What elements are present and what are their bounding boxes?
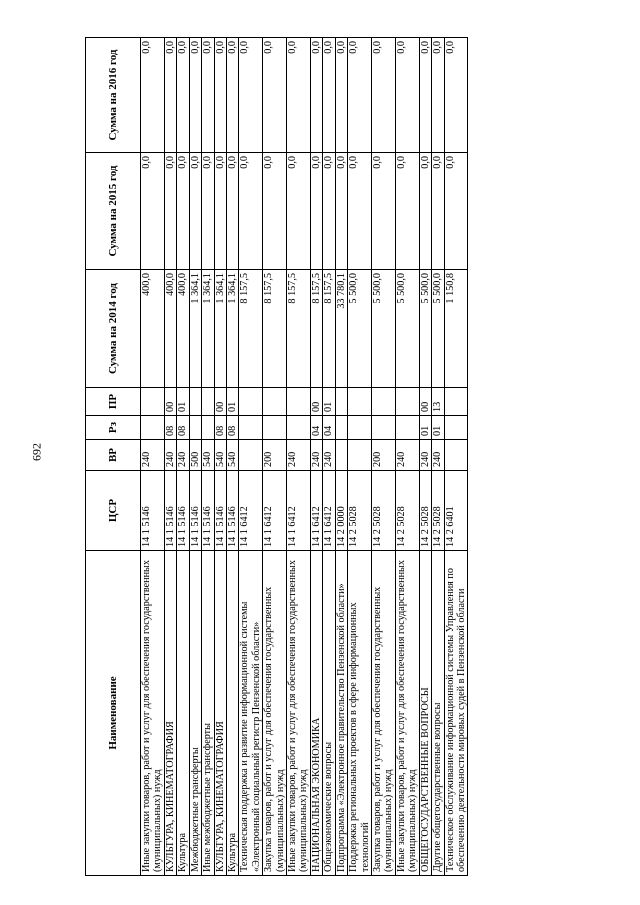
cell-rz: 08 (226, 416, 238, 440)
cell-vr (239, 440, 263, 471)
table-row (164, 38, 176, 876)
table-row (202, 38, 214, 876)
table-row (214, 38, 226, 876)
cell-vr: 240 (395, 440, 419, 471)
cell-pr (348, 388, 372, 416)
cell-sum-2016: 0,0 (226, 38, 238, 153)
cell-sum-2016: 0,0 (214, 38, 226, 153)
header-csr: ЦСР (86, 471, 141, 551)
cell-sum-2015: 0,0 (287, 153, 311, 270)
cell-csr: 14 2 5028 (395, 471, 419, 551)
cell-csr: 14 2 5028 (432, 471, 444, 551)
cell-rz (287, 416, 311, 440)
cell-sum-2014: 1 364,1 (189, 270, 201, 388)
cell-name: Закупка товаров, работ и услуг для обеспечения государственных (муниципальных) нужд (372, 551, 396, 876)
cell-rz (141, 416, 165, 440)
cell-sum-2015: 0,0 (372, 153, 396, 270)
cell-csr: 14 1 6412 (310, 471, 322, 551)
cell-pr (287, 388, 311, 416)
table-row (226, 38, 238, 876)
rotated-page-content (85, 38, 551, 876)
header-name: Наименование (86, 551, 141, 876)
cell-sum-2014: 5 500,0 (372, 270, 396, 388)
cell-pr: 00 (164, 388, 176, 416)
cell-pr: 00 (214, 388, 226, 416)
cell-rz (395, 416, 419, 440)
cell-sum-2014: 400,0 (177, 270, 189, 388)
table-row (335, 38, 347, 876)
cell-pr (141, 388, 165, 416)
cell-pr (263, 388, 287, 416)
cell-sum-2015: 0,0 (335, 153, 347, 270)
cell-sum-2016: 0,0 (323, 38, 335, 153)
cell-sum-2016: 0,0 (335, 38, 347, 153)
cell-rz: 04 (310, 416, 322, 440)
cell-sum-2014: 8 157,5 (239, 270, 263, 388)
cell-csr: 14 1 5146 (177, 471, 189, 551)
cell-csr: 14 1 6412 (287, 471, 311, 551)
cell-pr (202, 388, 214, 416)
cell-sum-2015: 0,0 (444, 153, 468, 270)
table-row (372, 38, 396, 876)
cell-sum-2014: 1 150,8 (444, 270, 468, 388)
cell-sum-2015: 0,0 (202, 153, 214, 270)
cell-sum-2014: 5 500,0 (432, 270, 444, 388)
cell-vr: 240 (177, 440, 189, 471)
cell-vr (444, 440, 468, 471)
cell-sum-2014: 8 157,5 (323, 270, 335, 388)
cell-csr: 14 2 6401 (444, 471, 468, 551)
table-row (419, 38, 431, 876)
cell-csr: 14 2 5028 (348, 471, 372, 551)
cell-pr: 01 (177, 388, 189, 416)
cell-pr: 00 (419, 388, 431, 416)
cell-pr: 00 (310, 388, 322, 416)
cell-sum-2016: 0,0 (310, 38, 322, 153)
cell-vr: 200 (372, 440, 396, 471)
cell-rz: 01 (419, 416, 431, 440)
cell-name: Иные межбюджетные трансферты (202, 551, 214, 876)
cell-csr: 14 2 5028 (419, 471, 431, 551)
cell-pr (189, 388, 201, 416)
cell-rz (372, 416, 396, 440)
cell-csr: 14 1 5146 (189, 471, 201, 551)
cell-sum-2014: 1 364,1 (226, 270, 238, 388)
cell-sum-2016: 0,0 (202, 38, 214, 153)
cell-sum-2016: 0,0 (372, 38, 396, 153)
cell-rz: 04 (323, 416, 335, 440)
cell-rz (239, 416, 263, 440)
cell-pr (444, 388, 468, 416)
cell-csr: 14 1 6412 (239, 471, 263, 551)
cell-name: Культура (226, 551, 238, 876)
cell-sum-2016: 0,0 (395, 38, 419, 153)
cell-vr: 240 (323, 440, 335, 471)
cell-sum-2014: 33 780,1 (335, 270, 347, 388)
table-row (239, 38, 263, 876)
cell-pr (395, 388, 419, 416)
cell-sum-2014: 5 500,0 (419, 270, 431, 388)
cell-pr: 01 (323, 388, 335, 416)
cell-sum-2016: 0,0 (239, 38, 263, 153)
page-number: 692 (29, 443, 44, 461)
cell-name: Иные закупки товаров, работ и услуг для обеспечения государственных (муниципальных) нужд (141, 551, 165, 876)
cell-vr: 240 (141, 440, 165, 471)
cell-sum-2014: 400,0 (141, 270, 165, 388)
cell-sum-2015: 0,0 (189, 153, 201, 270)
cell-vr (348, 440, 372, 471)
cell-rz: 08 (164, 416, 176, 440)
cell-sum-2015: 0,0 (263, 153, 287, 270)
cell-csr: 14 1 5146 (202, 471, 214, 551)
cell-vr: 240 (287, 440, 311, 471)
cell-name: Иные закупки товаров, работ и услуг для обеспечения государственных (муниципальных) нужд (287, 551, 311, 876)
cell-name: Техническое обслуживание информационной системы Управления по обеспечению деятельности мировых судей в Пензенской области (444, 551, 468, 876)
cell-rz (444, 416, 468, 440)
table-row (263, 38, 287, 876)
cell-sum-2015: 0,0 (310, 153, 322, 270)
cell-name: Другие общегосударственные вопросы (432, 551, 444, 876)
cell-sum-2014: 5 500,0 (395, 270, 419, 388)
cell-rz (348, 416, 372, 440)
cell-vr: 200 (263, 440, 287, 471)
cell-rz (263, 416, 287, 440)
cell-name: Закупка товаров, работ и услуг для обеспечения государственных (муниципальных) нужд (263, 551, 287, 876)
cell-sum-2015: 0,0 (395, 153, 419, 270)
cell-sum-2015: 0,0 (177, 153, 189, 270)
header-vr: ВР (86, 440, 141, 471)
cell-name: ОБЩЕГОСУДАРСТВЕННЫЕ ВОПРОСЫ (419, 551, 431, 876)
cell-sum-2016: 0,0 (263, 38, 287, 153)
table-row (177, 38, 189, 876)
cell-csr: 14 2 5028 (372, 471, 396, 551)
cell-vr: 540 (214, 440, 226, 471)
cell-sum-2016: 0,0 (348, 38, 372, 153)
cell-name: Культура (177, 551, 189, 876)
cell-csr: 14 1 6412 (323, 471, 335, 551)
cell-pr (239, 388, 263, 416)
cell-sum-2015: 0,0 (239, 153, 263, 270)
cell-csr: 14 1 5146 (164, 471, 176, 551)
cell-sum-2016: 0,0 (164, 38, 176, 153)
cell-sum-2016: 0,0 (189, 38, 201, 153)
budget-table (85, 37, 468, 876)
cell-csr: 14 1 5146 (226, 471, 238, 551)
cell-vr: 240 (164, 440, 176, 471)
cell-sum-2015: 0,0 (419, 153, 431, 270)
table-row (141, 38, 165, 876)
header-sum-2014: Сумма на 2014 год (86, 270, 141, 388)
cell-vr: 240 (419, 440, 431, 471)
table-row (432, 38, 444, 876)
cell-sum-2015: 0,0 (323, 153, 335, 270)
cell-rz (189, 416, 201, 440)
cell-rz: 08 (177, 416, 189, 440)
cell-sum-2015: 0,0 (348, 153, 372, 270)
cell-name: Подпрограмма «Электронное правительство Пензенской области» (335, 551, 347, 876)
cell-sum-2014: 5 500,0 (348, 270, 372, 388)
table-row (323, 38, 335, 876)
cell-vr: 540 (202, 440, 214, 471)
cell-pr (335, 388, 347, 416)
table-row (287, 38, 311, 876)
cell-rz: 08 (214, 416, 226, 440)
cell-pr: 13 (432, 388, 444, 416)
table-row (310, 38, 322, 876)
cell-sum-2016: 0,0 (444, 38, 468, 153)
table-row (395, 38, 419, 876)
header-pr: ПР (86, 388, 141, 416)
cell-csr: 14 2 0000 (335, 471, 347, 551)
cell-rz (202, 416, 214, 440)
cell-rz (335, 416, 347, 440)
cell-vr: 540 (226, 440, 238, 471)
cell-sum-2015: 0,0 (226, 153, 238, 270)
cell-sum-2015: 0,0 (214, 153, 226, 270)
header-rz: Рз (86, 416, 141, 440)
cell-sum-2015: 0,0 (141, 153, 165, 270)
cell-name: Поддержка региональных проектов в сфере информационных технологий (348, 551, 372, 876)
cell-sum-2014: 1 364,1 (214, 270, 226, 388)
cell-csr: 14 1 6412 (263, 471, 287, 551)
cell-vr: 240 (432, 440, 444, 471)
cell-csr: 14 1 5146 (141, 471, 165, 551)
cell-name: Общеэкономические вопросы (323, 551, 335, 876)
cell-sum-2014: 8 157,5 (263, 270, 287, 388)
cell-sum-2016: 0,0 (287, 38, 311, 153)
cell-sum-2016: 0,0 (419, 38, 431, 153)
cell-sum-2014: 400,0 (164, 270, 176, 388)
cell-sum-2014: 1 364,1 (202, 270, 214, 388)
table-row (189, 38, 201, 876)
cell-pr: 01 (226, 388, 238, 416)
table-header-row (86, 38, 141, 876)
cell-sum-2016: 0,0 (141, 38, 165, 153)
cell-csr: 14 1 5146 (214, 471, 226, 551)
cell-name: Техническая поддержка и развитие информационной системы «Электронный социальный регистр Пензенской области» (239, 551, 263, 876)
cell-pr (372, 388, 396, 416)
table-row (348, 38, 372, 876)
cell-sum-2015: 0,0 (164, 153, 176, 270)
table-row (444, 38, 468, 876)
cell-vr (335, 440, 347, 471)
table-body (141, 38, 468, 876)
cell-name: НАЦИОНАЛЬНАЯ ЭКОНОМИКА (310, 551, 322, 876)
cell-name: Иные закупки товаров, работ и услуг для обеспечения государственных (муниципальных) нужд (395, 551, 419, 876)
header-sum-2016: Сумма на 2016 год (86, 38, 141, 153)
cell-sum-2015: 0,0 (432, 153, 444, 270)
cell-vr: 500 (189, 440, 201, 471)
cell-name: КУЛЬТУРА, КИНЕМАТОГРАФИЯ (164, 551, 176, 876)
cell-sum-2016: 0,0 (177, 38, 189, 153)
cell-rz: 01 (432, 416, 444, 440)
cell-sum-2014: 8 157,5 (287, 270, 311, 388)
cell-sum-2016: 0,0 (432, 38, 444, 153)
header-sum-2015: Сумма на 2015 год (86, 153, 141, 270)
cell-name: КУЛЬТУРА, КИНЕМАТОГРАФИЯ (214, 551, 226, 876)
cell-vr: 240 (310, 440, 322, 471)
cell-sum-2014: 8 157,5 (310, 270, 322, 388)
cell-name: Межбюджетные трансферты (189, 551, 201, 876)
